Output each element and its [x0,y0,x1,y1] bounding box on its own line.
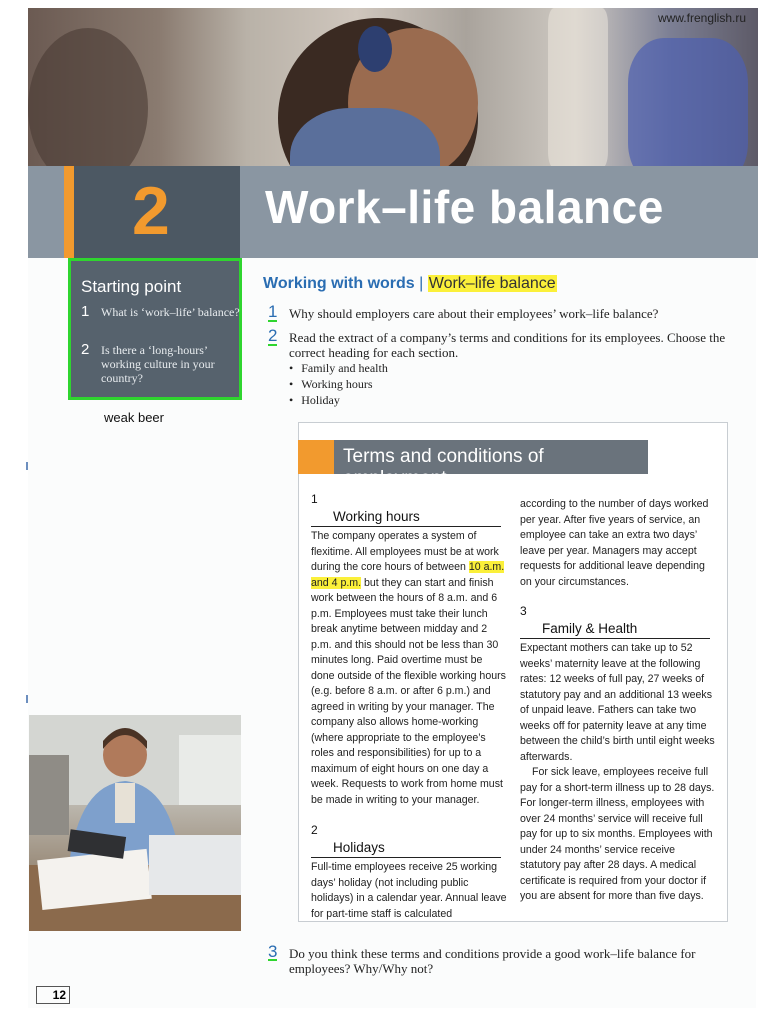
option-item: • Family and health [289,360,388,376]
option-item: • Working hours [289,376,388,392]
heading-options [289,360,388,408]
man-with-tablet-photo [29,715,241,931]
starting-question-1 [81,305,241,319]
section-separator: | [419,275,424,292]
starting-point-heading: Starting point [81,277,182,296]
section-2-body: Full-time employees receive 25 working days’ holiday (not including public holidays) in a calendar year. Annual leave for part-time staff is calculated [311,861,507,920]
task-text: Read the extract of a company’s terms and conditions for its employees. Choose the correct heading for each section. [289,330,726,360]
task-text: Do you think these terms and conditions provide a good work–life balance for employees? Why/Why not? [289,946,696,976]
section-title: Working with words [263,275,415,292]
section-subtitle: Work–life balance [428,275,556,292]
question-text: What is ‘work–life’ balance? [101,305,240,319]
orange-accent-block [298,440,334,474]
question-text: Is there a ‘long-hours’ working culture in your country? [101,343,215,385]
terms-left-column [311,490,507,922]
terms-right-column [520,497,716,905]
section-1-heading [311,490,507,527]
section-number: 1 [311,492,318,506]
task-3 [268,942,738,976]
terms-header [298,440,648,489]
body-text: but they can start and finish work between the hours of 8 a.m. and 6 p.m. Employees must take their lunch break anytime between midday and 2 p.m. and this should not be less than 30 minutes long. Paid overtime must be done outside of the flexible working hours (e.g. before 8 a.m. or after 6 p.m.) and agreed in writing by your manager. The company also allows home-working (where appropriate to the employee’s roles and responsibilities) for up to a maximum of eight hours on one day a week. Requests to work from home must be made in writing to your manager. [311,576,506,806]
option-item: • Holiday [289,392,388,408]
handwritten-note: weak beer [104,410,164,425]
section-1-body [311,529,507,808]
section-heading [263,275,557,293]
page-edge-mark [26,462,28,470]
photo-illustration [29,715,241,931]
unit-number: 2 [132,173,170,249]
section-heading-text: Working hours [311,508,501,527]
section-3-paragraph-1: Expectant mothers can take up to 52 weeks’ maternity leave at the following rates: 12 weeks of full pay, 27 weeks of statutory pay and an additional 13 weeks of unpaid leave. Fathers can take two weeks off for paternity leave at any time between the child’s birth until eight weeks afterwards. [520,642,715,763]
section-3-heading [520,602,716,639]
section-heading-text: Holidays [311,839,501,858]
terms-title: Terms and conditions of employment [343,446,544,489]
body-text: The company operates a system of flexitime. All employees must be at work during the core hours of between [311,530,499,573]
unit-title: Work–life balance [265,181,664,233]
section-number: 2 [311,823,318,837]
section-2-continued: according to the number of days worked per year. After five years of service, an employee can take an extra two days’ leave per year. Managers may accept requests for additional leave depending on your circumstances. [520,498,709,588]
page-number: 12 [36,986,70,1004]
task-2 [268,326,729,360]
task-1 [268,302,729,321]
task-number: 1 [268,302,278,321]
section-3-paragraph-2: For sick leave, employees receive full pay for a short-term illness up to 28 days. For longer-term illness, employees with over 24 months’ service will receive full pay for up to six months. Employees with under 24 months’ service receive statutory pay after 28 days. A medical certificate is required from your doctor if you are absent for more than five days. [520,766,715,902]
highlighted-text: 10 a.m. and 4 p.m. [311,561,505,589]
section-heading-text: Family & Health [520,620,710,639]
task-number: 3 [268,942,278,961]
page-edge-mark [26,695,28,703]
unit-number-box [64,166,240,258]
orange-accent-bar [64,166,74,258]
starting-point-box [68,258,242,400]
section-number: 3 [520,604,527,618]
task-text: Why should employers care about their employees’ work–life balance? [289,306,659,321]
section-2-heading [311,821,507,858]
task-number: 2 [268,326,278,345]
header-photo [28,8,758,166]
question-number: 1 [81,303,90,320]
starting-question-2 [81,343,241,385]
watermark: www.frenglish.ru [657,11,746,25]
question-number: 2 [81,341,90,358]
